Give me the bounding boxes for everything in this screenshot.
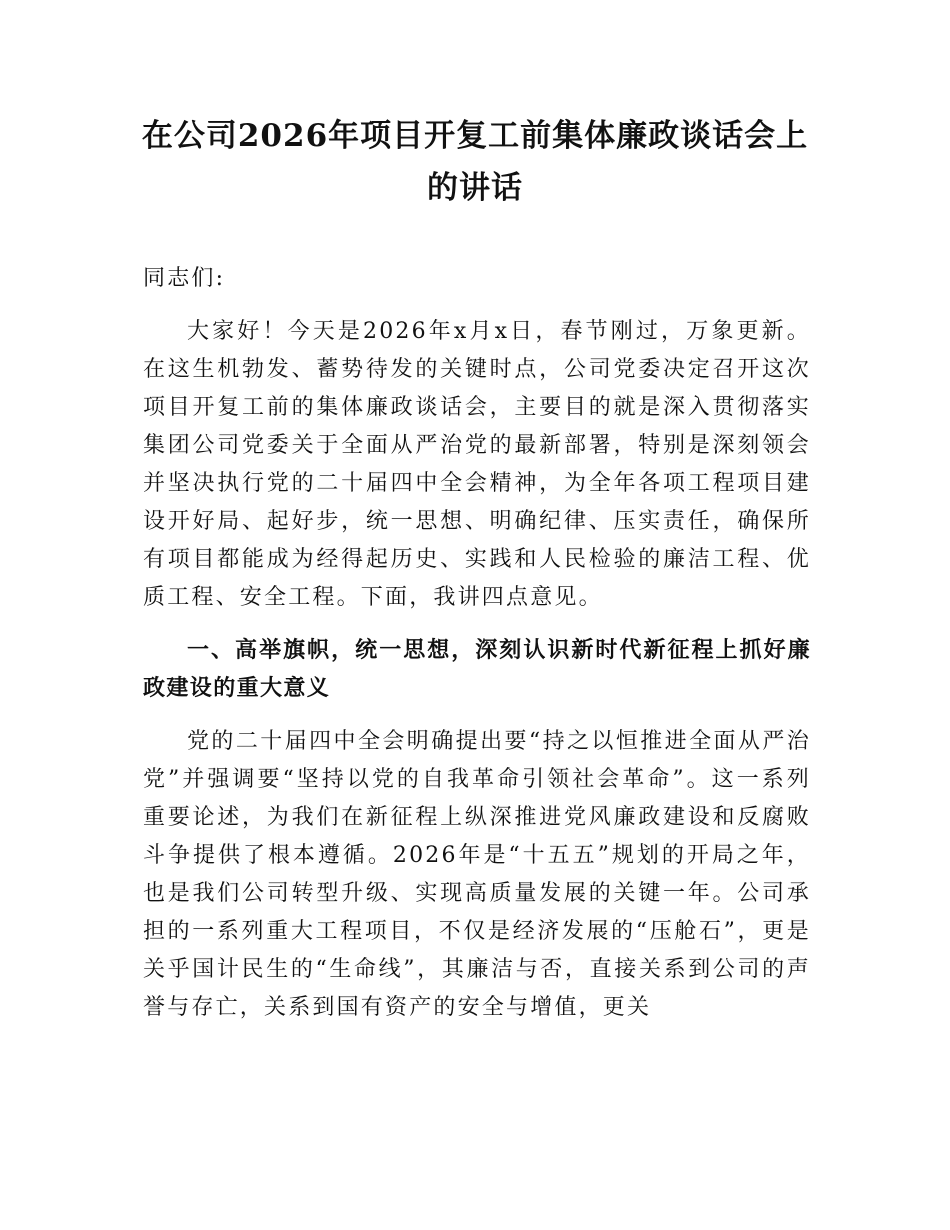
- section-heading-1: 一、高举旗帜，统一思想，深刻认识新时代新征程上抓好廉政建设的重大意义: [143, 638, 811, 701]
- salutation: 同志们:: [143, 266, 226, 291]
- paragraph-section-1: 党的二十届四中全会明确提出要“持之以恒推进全面从严治党”并强调要“坚持以党的自我革命引领社会革命”。这一系列重要论述，为我们在新征程上纵深推进党风廉政建设和反腐败斗争提供了根本遵循。2026年是“十五五”规划的开局之年，也是我们公司转型升级、实现高质量发展的关键一年。公司承担的一系列重大工程项目，不仅是经济发展的“压舱石”，更是关乎国计民生的“生命线”，其廉洁与否，直接关系到公司的声誉与存亡，关系到国有资产的安全与增值，更关: [143, 729, 811, 1020]
- document-title: 在公司2026年项目开复工前集体廉政谈话会上的讲话: [141, 118, 809, 206]
- document-body: [143, 260, 811, 1042]
- paragraph-opening: 大家好！今天是2026年x月x日，春节刚过，万象更新。在这生机勃发、蓄势待发的关键时点，公司党委决定召开这次项目开复工前的集体廉政谈话会，主要目的就是深入贯彻落实集团公司党委关于全面从严治党的最新部署，特别是深刻领会并坚决执行党的二十届四中全会精神，为全年各项工程项目建设开好局、起好步，统一思想、明确纪律、压实责任，确保所有项目都能成为经得起历史、实践和人民检验的廉洁工程、优质工程、安全工程。下面，我讲四点意见。: [143, 319, 811, 610]
